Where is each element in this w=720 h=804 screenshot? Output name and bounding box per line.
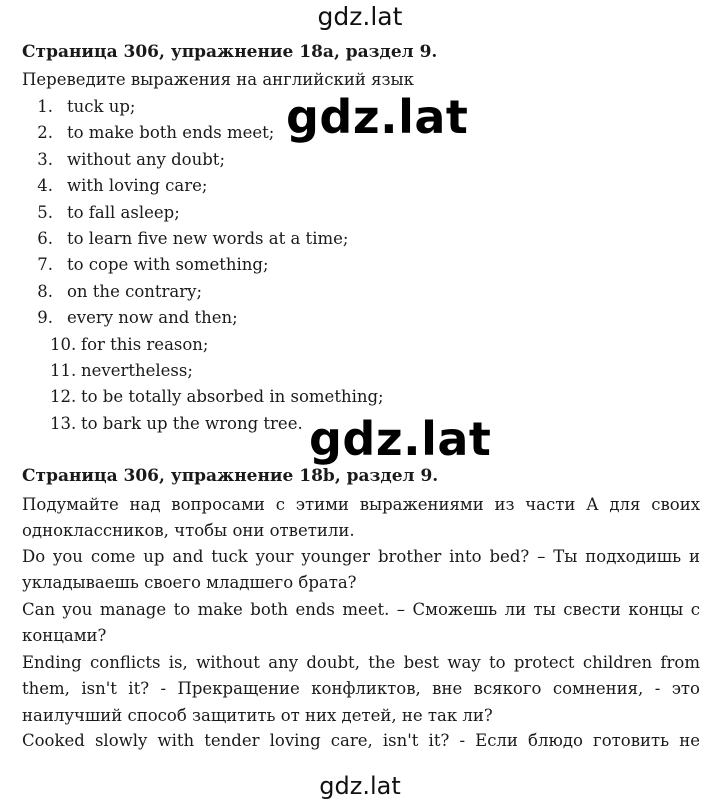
list-item (22, 279, 384, 305)
list-item-text: without any doubt; (67, 149, 225, 169)
list-item-number: 10. (50, 334, 77, 354)
paragraph: Do you come up and tuck your younger brother into bed? – Ты подходишь и укладываешь своего младшего брата? (22, 547, 700, 593)
section-a-heading: Страница 306, упражнение 18a, раздел 9. (22, 42, 438, 62)
list-item-number: 6. (37, 228, 53, 248)
list-item-number: 11. (50, 360, 77, 380)
list-item-number: 1. (37, 97, 53, 116)
list-item-text: for this reason; (81, 334, 209, 354)
list-item (22, 147, 384, 173)
paragraph: Can you manage to make both ends meet. – Сможешь ли ты свести концы с концами? (22, 600, 700, 646)
list-item-text: to cope with something; (67, 255, 269, 275)
list-item-text: nevertheless; (81, 360, 193, 380)
list-item-text: to fall asleep; (67, 202, 180, 222)
list-item (22, 200, 384, 226)
list-item-number: 8. (37, 281, 53, 301)
list-item-number: 3. (37, 149, 53, 169)
list-item (22, 252, 384, 278)
list-item-number: 7. (37, 255, 53, 275)
paragraph: Ending conflicts is, without any doubt, the best way to protect children from them, isn't it? - Прекращение конфликтов, вне всякого сомнения, - это наилучший способ защитить от них детей, не так ли? (22, 653, 700, 725)
watermark-bottom: gdz.lat (319, 772, 401, 800)
paragraph: Cooked slowly with tender loving care, isn't it? - Если блюдо готовить не (22, 731, 700, 750)
list-item-number: 4. (37, 176, 53, 196)
list-item-text: tuck up; (67, 97, 136, 116)
list-item-number: 2. (37, 123, 53, 143)
phrase-list (22, 94, 384, 437)
section-b-heading: Страница 306, упражнение 18b, раздел 9. (22, 466, 439, 486)
list-item (22, 173, 384, 199)
list-item-text: to make both ends meet; (67, 123, 275, 143)
watermark-overlay: gdz.lat (286, 90, 469, 144)
list-item-number: 13. (50, 413, 77, 433)
list-item (22, 358, 384, 384)
list-item (22, 226, 384, 252)
list-item-number: 12. (50, 387, 77, 407)
list-item-text: to be totally absorbed in something; (81, 387, 384, 407)
paragraph: Подумайте над вопросами с этими выражениями из части А для своих одноклассников, чтобы они ответили. (22, 495, 700, 541)
list-item-text: to bark up the wrong tree. (81, 413, 303, 433)
list-item (22, 332, 384, 358)
section-a-instruction: Переведите выражения на английский язык (22, 70, 414, 89)
list-item-text: on the contrary; (67, 281, 202, 301)
watermark-top: gdz.lat (317, 2, 403, 31)
list-item-text: with loving care; (67, 176, 208, 196)
watermark-overlay: gdz.lat (309, 412, 492, 466)
list-item (22, 305, 384, 331)
list-item-number: 9. (37, 308, 53, 328)
list-item-text: to learn five new words at a time; (67, 228, 349, 248)
list-item-number: 5. (37, 202, 53, 222)
list-item-text: every now and then; (67, 308, 238, 328)
list-item (22, 384, 384, 410)
